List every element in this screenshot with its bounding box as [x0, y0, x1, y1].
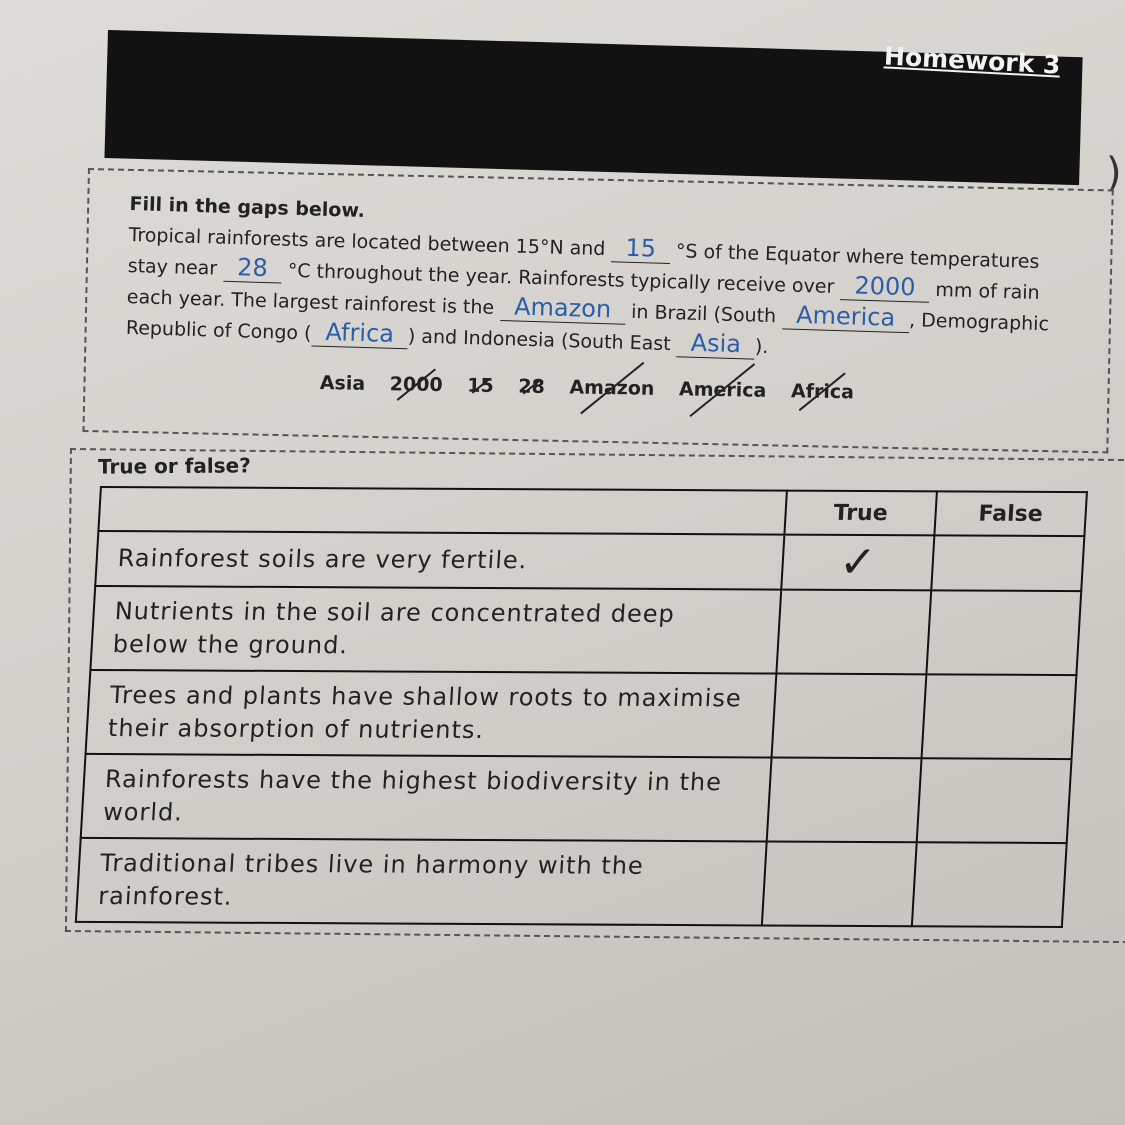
false-column-header: False: [934, 491, 1087, 536]
gap-text-part: ).: [754, 335, 769, 359]
table-row: [81, 754, 1072, 843]
true-cell[interactable]: [772, 674, 927, 759]
table-row: [95, 531, 1084, 591]
true-false-title: True or false?: [97, 453, 251, 479]
gap-answer[interactable]: Amazon: [500, 292, 626, 325]
page-edge-bracket: ): [1106, 150, 1122, 196]
table-row: [86, 670, 1077, 759]
gap-text-part: ) and Indonesia (South East: [407, 325, 677, 356]
gap-answer[interactable]: 15: [611, 233, 670, 264]
gap-text-part: Tropical rainforests are located between 15°N and: [128, 223, 612, 261]
table-row: [90, 586, 1081, 675]
false-cell[interactable]: [931, 535, 1084, 591]
statement-cell: Rainforests have the highest biodiversity in the world.: [81, 754, 772, 842]
table-row: [76, 838, 1067, 927]
false-cell[interactable]: [917, 758, 1072, 843]
word-bank-item: Asia: [319, 372, 366, 395]
gap-text-part: , Demographic Republic of Congo (: [125, 309, 1050, 345]
fill-gaps-heading: Fill in the gaps below.: [129, 192, 366, 222]
true-false-table: [75, 486, 1088, 928]
fill-gaps-text: [125, 190, 1059, 371]
gap-answer[interactable]: 28: [223, 253, 282, 284]
true-cell[interactable]: [767, 758, 922, 843]
true-column-header: True: [784, 491, 937, 536]
gap-text-part: in Brazil (South: [624, 300, 783, 328]
statement-header: [98, 487, 787, 535]
false-cell[interactable]: [922, 674, 1077, 759]
word-bank-item: 15: [467, 374, 494, 398]
false-cell[interactable]: [926, 590, 1081, 675]
word-bank-item: Amazon: [569, 376, 655, 400]
gap-text-part: °S of the Equator where temperatures stay near: [127, 240, 1040, 280]
true-cell[interactable]: ✓: [781, 535, 934, 591]
false-cell[interactable]: [912, 842, 1067, 927]
gap-text-part: mm of rain each year. The largest rainforest is the: [126, 278, 1040, 320]
gap-answer[interactable]: Africa: [311, 317, 408, 349]
statement-cell: Nutrients in the soil are concentrated deep below the ground.: [90, 586, 781, 674]
word-bank-item: 2000: [389, 373, 443, 397]
statement-cell: Trees and plants have shallow roots to maximise their absorption of nutrients.: [86, 670, 777, 758]
homework-title: Homework 3: [883, 41, 1062, 80]
statement-cell: Traditional tribes live in harmony with the rainforest.: [76, 838, 767, 926]
word-bank-item: 28: [518, 375, 545, 398]
word-bank-item: Africa: [790, 380, 855, 404]
gap-text-part: °C throughout the year. Rainforests typically receive over: [287, 259, 841, 299]
table-header-row: [98, 487, 1087, 536]
gap-answer[interactable]: America: [782, 300, 910, 333]
word-bank-item: America: [678, 378, 767, 402]
true-cell[interactable]: [776, 590, 931, 675]
gap-answer[interactable]: 2000: [840, 271, 930, 303]
gap-answer[interactable]: Asia: [676, 328, 755, 359]
true-cell[interactable]: [762, 841, 917, 926]
statement-cell: Rainforest soils are very fertile.: [95, 531, 784, 590]
